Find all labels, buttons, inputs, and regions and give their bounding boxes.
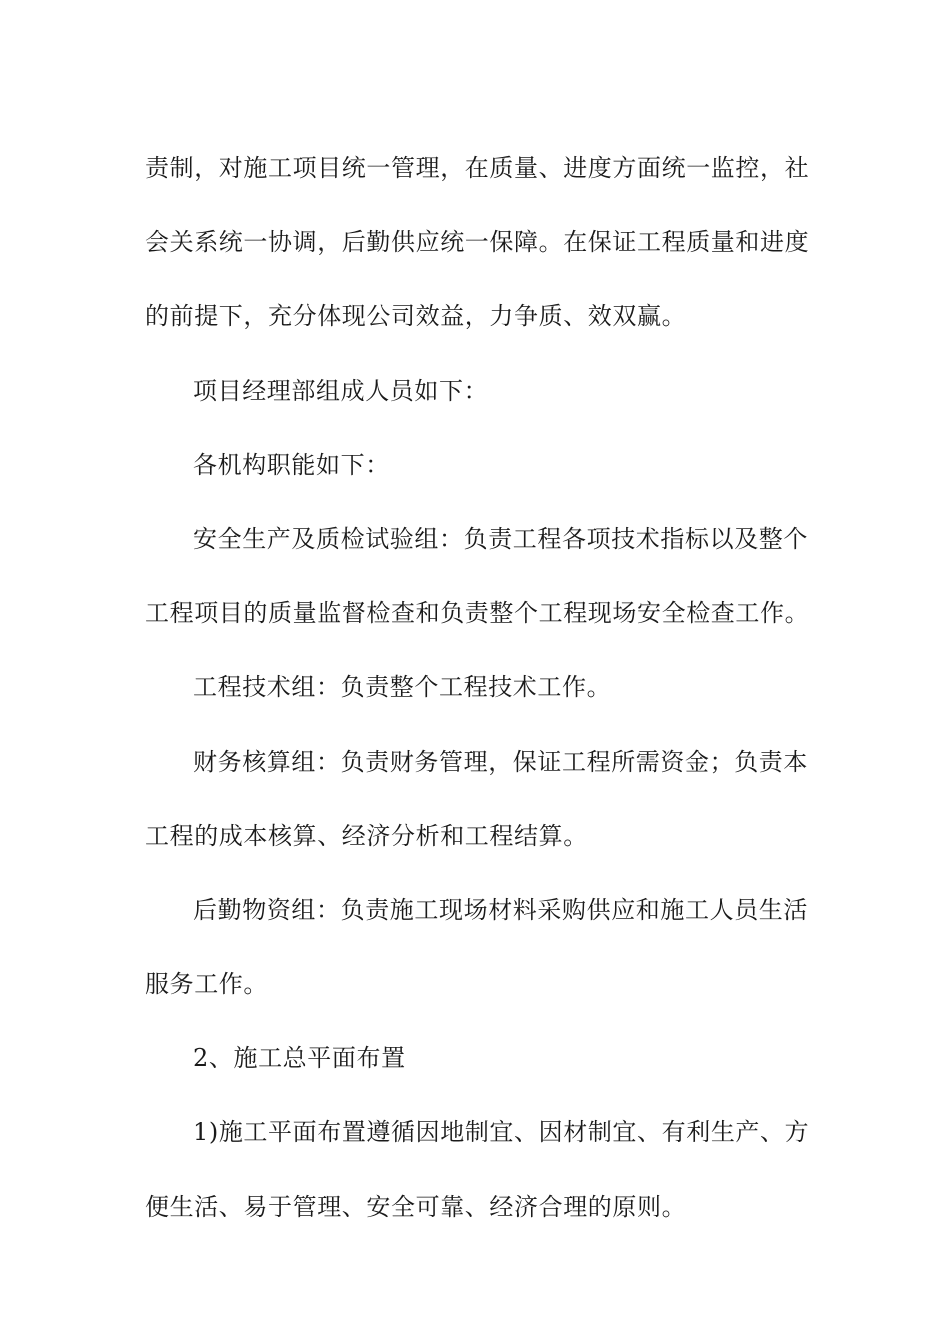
document-body	[145, 131, 810, 1244]
text-line: 各机构职能如下：	[193, 450, 390, 479]
text-line: 服务工作。	[145, 970, 268, 999]
text-line: 的前提下，充分体现公司效益，力争质、效双赢。	[145, 302, 687, 331]
text-line: 会关系统一协调，后勤供应统一保障。在保证工程质量和进度	[145, 228, 810, 257]
text-line: 后勤物资组：负责施工现场材料采购供应和施工人员生活	[193, 895, 808, 924]
text-line: 便生活、易于管理、安全可靠、经济合理的原则。	[145, 1192, 687, 1221]
text-line: 项目经理部组成人员如下：	[193, 376, 489, 405]
text-line: 2、施工总平面布置	[193, 1044, 406, 1073]
text-line: 财务核算组：负责财务管理，保证工程所需资金；负责本	[193, 747, 808, 776]
text-line: 责制，对施工项目统一管理，在质量、进度方面统一监控，社	[145, 154, 810, 182]
text-line: 工程的成本核算、经济分析和工程结算。	[145, 821, 588, 850]
text-line: 工程项目的质量监督检查和负责整个工程现场安全检查工作。	[145, 599, 810, 628]
text-line: 安全生产及质检试验组：负责工程各项技术指标以及整个	[193, 524, 808, 553]
text-line: 工程技术组：负责整个工程技术工作。	[193, 673, 612, 702]
text-line: 1)施工平面布置遵循因地制宜、因材制宜、有利生产、方	[193, 1118, 810, 1147]
